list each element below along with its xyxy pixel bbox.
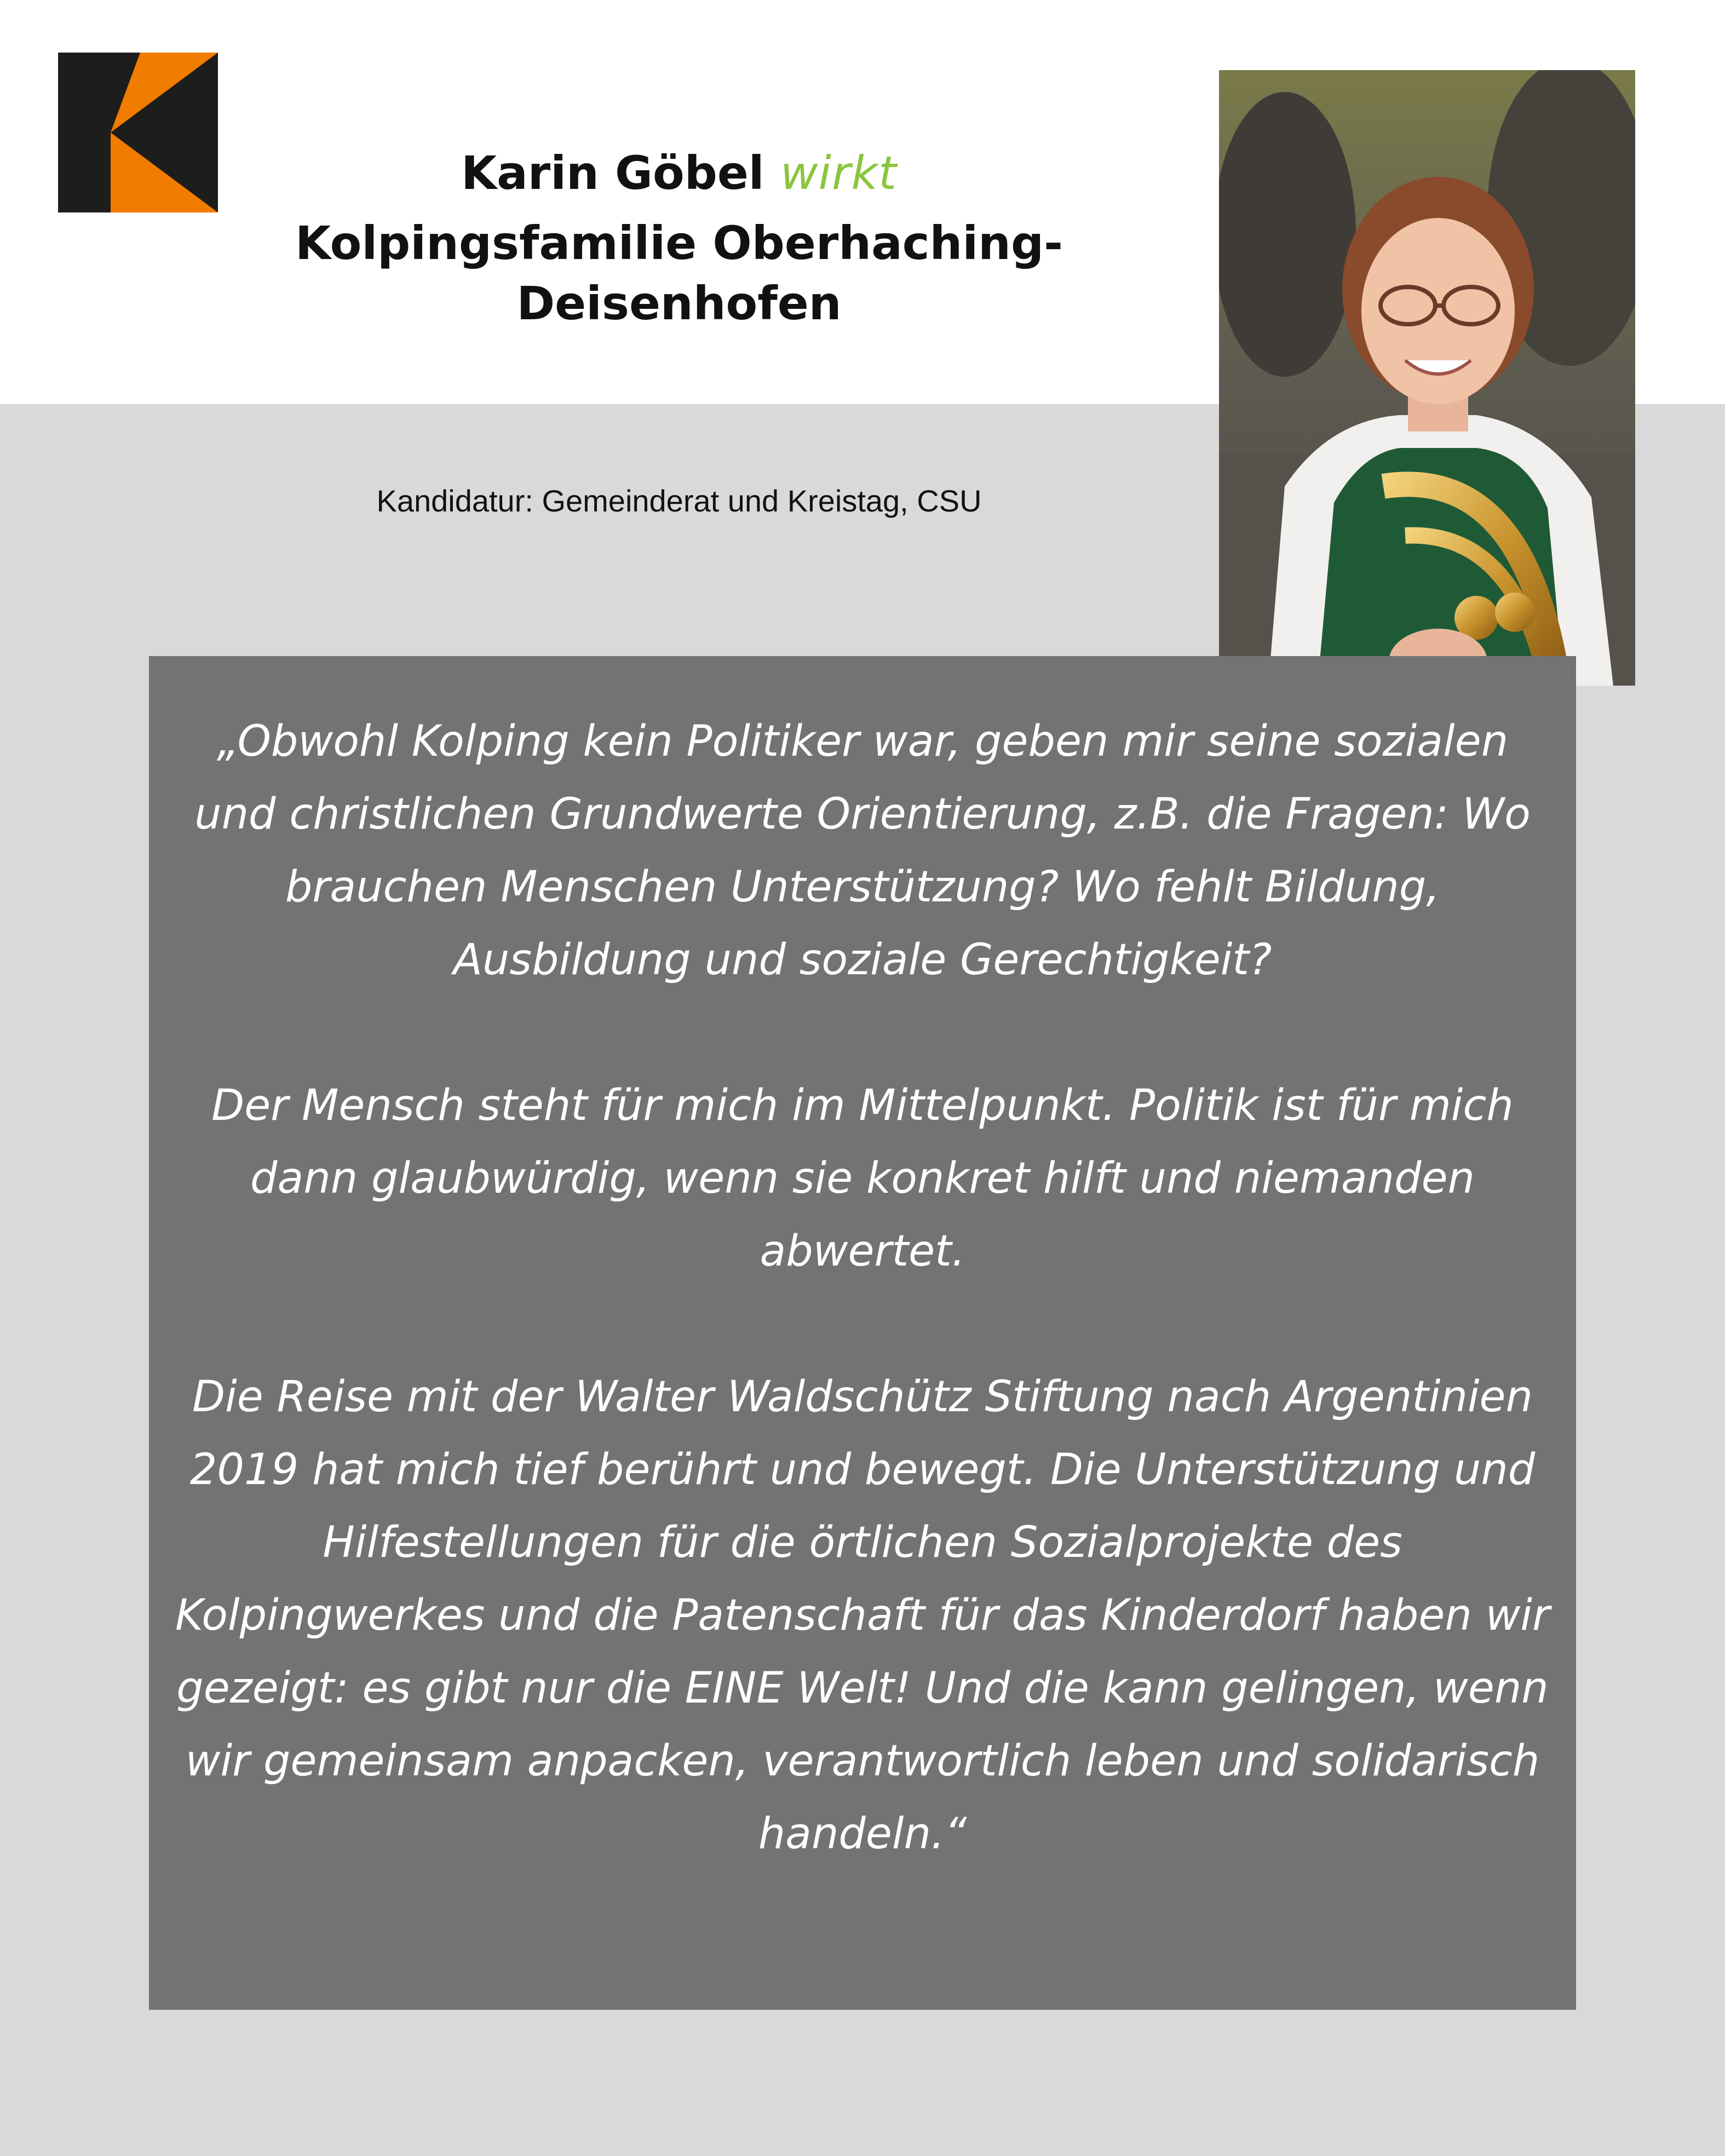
- title-block: [208, 148, 1150, 334]
- candidate-name: Karin Göbel: [461, 146, 764, 200]
- quote-paragraph-2: Der Mensch steht für mich im Mittelpunkt. Politik ist für mich dann glaubwürdig, wenn sie konkret hilft und niemanden abwertet.: [211, 1081, 1514, 1276]
- kolping-k-logo-icon: [58, 53, 218, 212]
- quote-paragraph-3: Die Reise mit der Walter Waldschütz Stiftung nach Argentinien 2019 hat mich tief berührt und bewegt. Die Unterstützung und Hilfestellungen für die örtlichen Sozialprojekte des Kolpingwerkes und die Patenschaft für das Kinderdorf haben wir gezeigt: es gibt nur die EINE Welt! Und die kann gelingen, wenn wir gemeinsam anpacken, verantwortlich leben und solidarisch handeln.“: [175, 1372, 1550, 1859]
- tagline-wirkt: wirkt: [780, 146, 897, 200]
- candidate-name-line: [208, 148, 1150, 198]
- quote-box: [149, 656, 1576, 2010]
- candidacy-text: Kandidatur: Gemeinderat und Kreistag, CSU: [376, 484, 982, 518]
- organization-name: Kolpingsfamilie Oberhaching-Deisenhofen: [295, 216, 1063, 330]
- portrait-photo-icon: [1219, 70, 1635, 686]
- quote-paragraph-1: „Obwohl Kolping kein Politiker war, geben mir seine sozialen und christlichen Grundwerte Orientierung, z.B. die Fragen: Wo brauchen Menschen Unterstützung? Wo fehlt Bildung, Ausbildung und soziale Gerechtigkeit?: [194, 717, 1531, 985]
